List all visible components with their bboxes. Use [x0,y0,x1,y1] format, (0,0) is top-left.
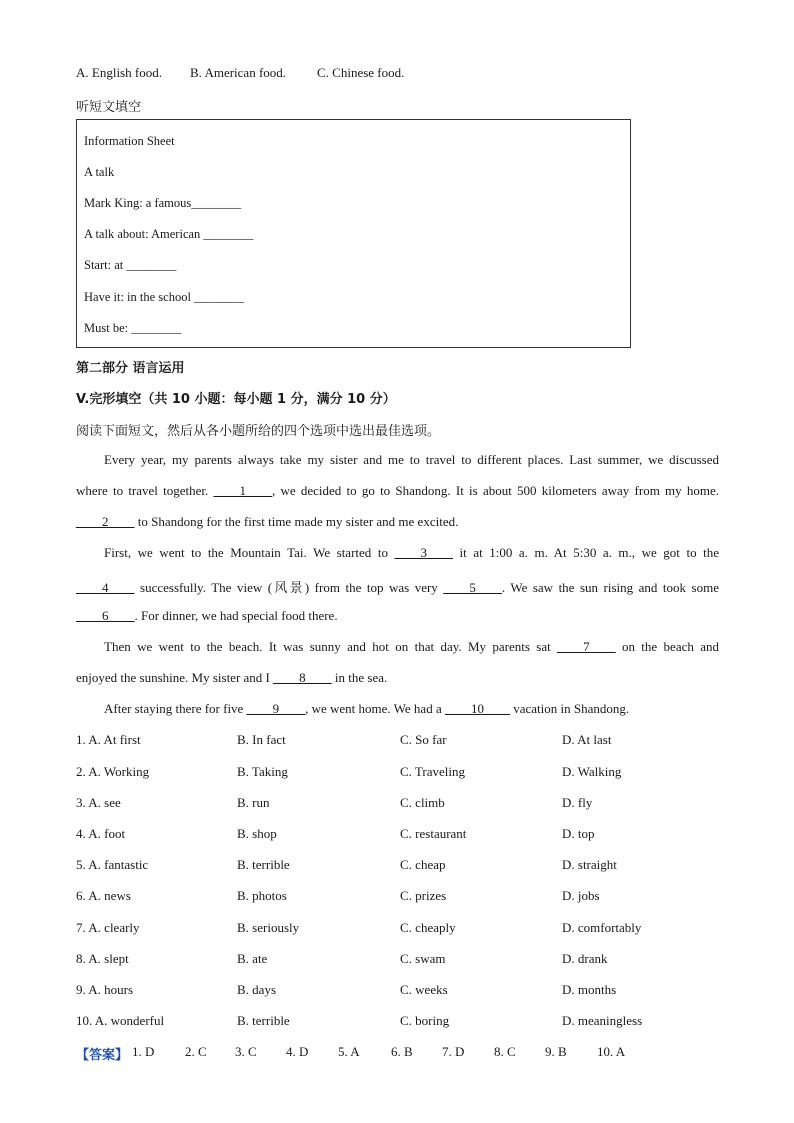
answer-item: 4. D [286,1044,309,1059]
sheet-line: Have it: in the school ________ [84,290,245,304]
option-b: B. terrible [237,857,290,872]
option-b: B. ate [237,951,268,966]
option-c: C. cheap [400,857,446,872]
answer-item: 7. D [442,1044,465,1059]
passage-line: First, we went to the Mountain Tai. We started to ____3____ it at 1:00 a. m. At 5:30 a. m., we got to the [104,545,719,560]
option-d: D. top [562,826,595,841]
answer-item: 8. C [494,1044,516,1059]
option-c: C. climb [400,795,445,810]
sheet-line: A talk [84,165,115,179]
passage-line: Every year, my parents always take my sister and me to travel to different places. Last summer, we discussed [104,452,719,467]
answer-item: 10. A [597,1044,626,1059]
information-sheet [76,119,631,348]
passage-line: ____2____ to Shandong for the first time made my sister and me excited. [76,514,459,529]
option-c: C. restaurant [400,826,467,841]
option-a: 9. A. hours [76,982,134,997]
answer-item: 1. D [132,1044,155,1059]
blank-1: ____1____ [213,483,272,498]
option-d: D. Walking [562,764,622,779]
blank-9: ____9____ [246,701,306,716]
option-a: 3. A. see [76,795,121,810]
blank-10: ____10____ [444,701,510,716]
blank-6: ____6____ [76,608,135,623]
option-d: D. At last [562,732,612,747]
option-a: 6. A. news [76,888,131,903]
option-a: 4. A. foot [76,826,126,841]
blank-7: ____7____ [557,639,616,654]
answer-item: 3. C [235,1044,257,1059]
option-a: 10. A. wonderful [76,1013,165,1028]
passage-line: Then we went to the beach. It was sunny and hot on that day. My parents sat ____7____ on the beach and [104,639,719,654]
option-c: C. swam [400,951,446,966]
option-a: 1. A. At first [76,732,141,747]
option-d: D. fly [562,795,593,810]
answer-item: 6. B [391,1044,413,1059]
option-d: D. straight [562,857,617,872]
prev-option-b: B. American food. [190,65,287,80]
blank-4: ____4____ [76,580,135,595]
option-a: 2. A. Working [76,764,150,779]
passage-line: enjoyed the sunshine. My sister and I ____8____ in the sea. [76,670,388,685]
blank-5: ____5____ [443,580,502,595]
option-b: B. run [237,795,270,810]
answer-item: 2. C [185,1044,207,1059]
answer-label: 【答案】 [76,1048,129,1063]
sheet-title: Information Sheet [84,134,175,148]
option-b: B. terrible [237,1013,290,1028]
option-b: B. seriously [237,920,300,935]
sheet-line: A talk about: American ________ [84,227,254,241]
option-b: B. Taking [237,764,288,779]
option-c: C. weeks [400,982,448,997]
section-instruction: 阅读下面短文，然后从各小题所给的四个选项中选出最佳选项。 [76,424,441,439]
prev-option-c: C. Chinese food. [317,65,405,80]
sheet-line: Start: at ________ [84,258,177,272]
answer-item: 5. A [338,1044,360,1059]
part-title: 第二部分 语言运用 [76,361,185,376]
blank-2: ____2____ [76,514,135,529]
option-b: B. shop [237,826,277,841]
option-a: 7. A. clearly [76,920,140,935]
blank-3: ____3____ [394,545,453,560]
passage-line: ____6____. For dinner, we had special food there. [76,608,338,623]
option-c: C. cheaply [400,920,456,935]
option-c: C. boring [400,1013,450,1028]
option-d: D. meaningless [562,1013,643,1028]
section-title: V.完形填空（共 10 小题：每小题 1 分，满分 10 分） [76,392,396,407]
answer-line [76,1044,128,1063]
answer-item: 9. B [545,1044,567,1059]
option-d: D. jobs [562,888,600,903]
option-b: B. photos [237,888,287,903]
option-d: D. months [562,982,617,997]
option-d: D. drank [562,951,608,966]
option-d: D. comfortably [562,920,642,935]
option-a: 5. A. fantastic [76,857,149,872]
passage-line: where to travel together. ____1____, we decided to go to Shandong. It is about 500 kilometers away from my home. [76,483,719,498]
passage-line: After staying there for five ____9____, we went home. We had a ____10____ vacation in Shandong. [104,701,630,716]
sheet-line: Mark King: a famous________ [84,196,242,210]
blank-8: ____8____ [273,670,332,685]
option-a: 8. A. slept [76,951,129,966]
option-c: C. Traveling [400,764,466,779]
option-b: B. In fact [237,732,286,747]
option-c: C. So far [400,732,447,747]
option-b: B. days [237,982,276,997]
passage-line: ____4____ successfully. The view (风景) from the top was very ____5____. We saw the sun rising and took some [76,580,719,595]
option-c: C. prizes [400,888,447,903]
prev-option-a: A. English food. [76,65,162,80]
sheet-line: Must be: ________ [84,321,182,335]
listening-heading: 听短文填空 [76,100,142,115]
